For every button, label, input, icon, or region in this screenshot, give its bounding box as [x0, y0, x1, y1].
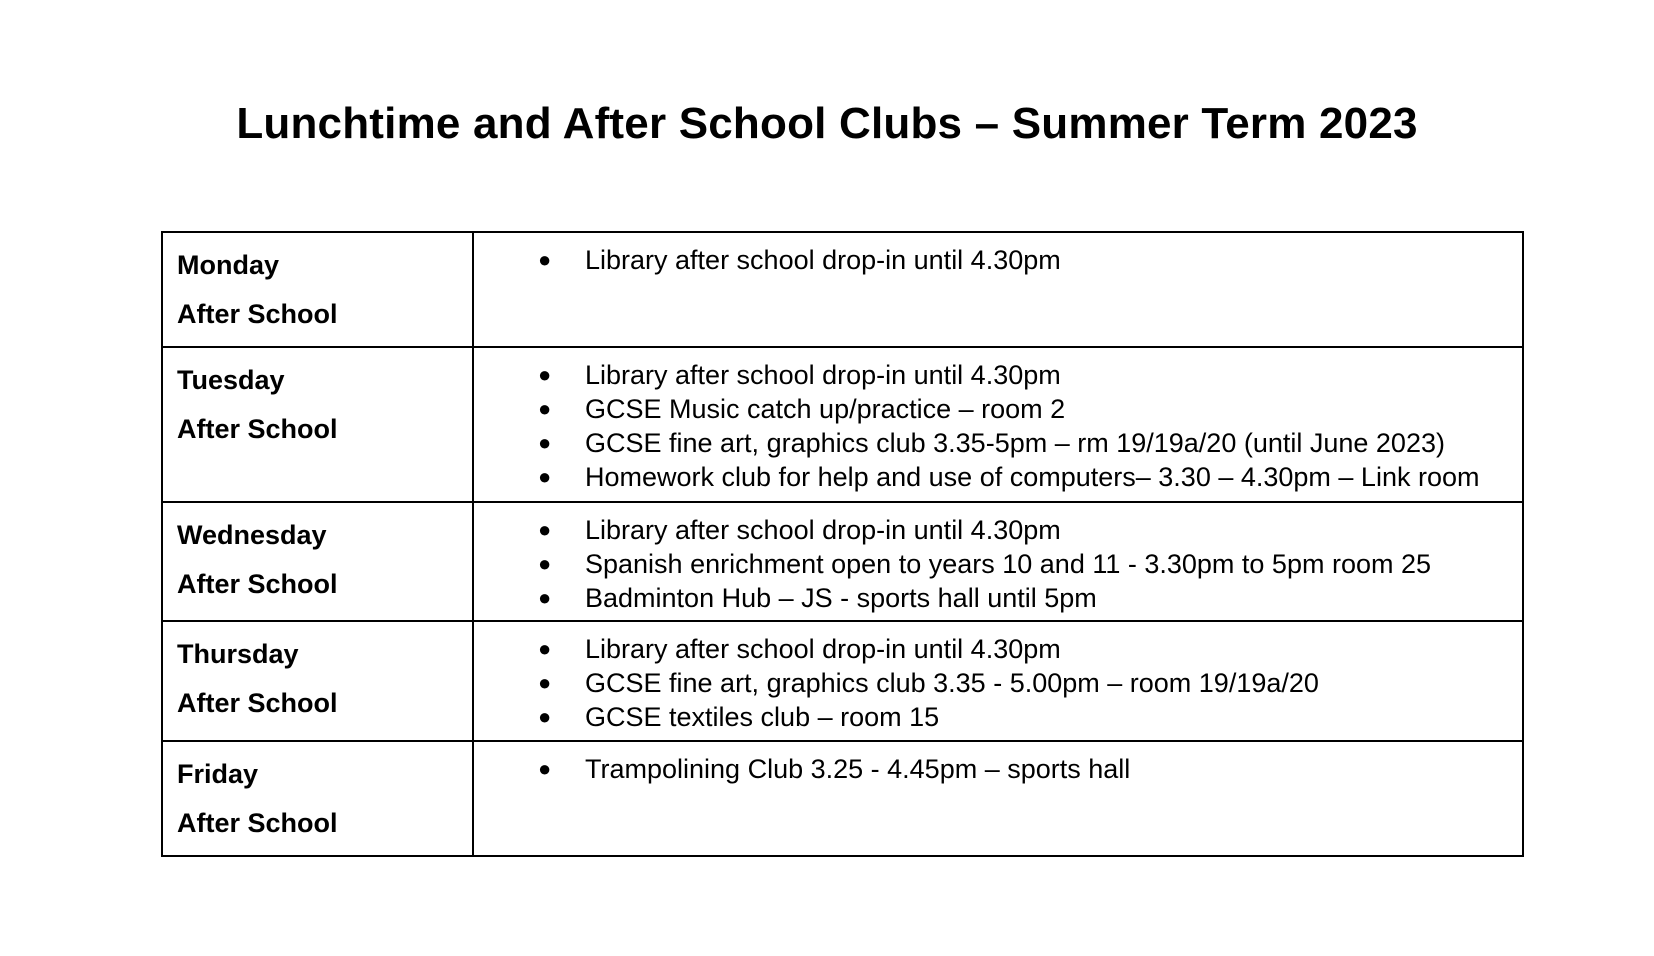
day-period: After School — [177, 299, 338, 329]
bullet-icon: ● — [538, 396, 552, 421]
club-text: GCSE Music catch up/practice – room 2 — [585, 394, 1066, 424]
club-text: GCSE fine art, graphics club 3.35 - 5.00pm – room 19/19a/20 — [585, 668, 1319, 698]
list-item — [474, 243, 1522, 277]
clubs-cell — [473, 347, 1523, 502]
table-row — [162, 741, 1523, 856]
bullet-icon: ● — [538, 247, 552, 272]
list-item — [474, 547, 1522, 581]
bullet-icon: ● — [538, 670, 552, 695]
table-row — [162, 621, 1523, 741]
day-cell — [162, 347, 473, 502]
day-name: Monday — [177, 250, 280, 280]
club-text: Homework club for help and use of computers– 3.30 – 4.30pm – Link room — [585, 462, 1480, 492]
clubs-cell — [473, 741, 1523, 856]
clubs-cell — [473, 502, 1523, 621]
club-text: Library after school drop-in until 4.30pm — [585, 634, 1061, 664]
club-text: Library after school drop-in until 4.30pm — [585, 360, 1061, 390]
bullet-icon: ● — [538, 362, 552, 387]
clubs-cell — [473, 621, 1523, 741]
bullet-icon: ● — [538, 704, 552, 729]
clubs-list — [474, 513, 1522, 615]
clubs-cell — [473, 232, 1523, 347]
clubs-table — [161, 231, 1524, 857]
club-text: Spanish enrichment open to years 10 and 11 - 3.30pm to 5pm room 25 — [585, 549, 1432, 579]
bullet-icon: ● — [538, 551, 552, 576]
table-row — [162, 232, 1523, 347]
club-text: GCSE fine art, graphics club 3.35-5pm – rm 19/19a/20 (until June 2023) — [585, 428, 1445, 458]
day-cell — [162, 232, 473, 347]
table-row — [162, 502, 1523, 621]
clubs-list — [474, 752, 1522, 786]
bullet-icon: ● — [538, 756, 552, 781]
table-row — [162, 347, 1523, 502]
bullet-icon: ● — [538, 517, 552, 542]
bullet-icon: ● — [538, 464, 552, 489]
day-period: After School — [177, 808, 338, 838]
bullet-icon: ● — [538, 430, 552, 455]
list-item — [474, 666, 1522, 700]
list-item — [474, 632, 1522, 666]
list-item — [474, 358, 1522, 392]
list-item — [474, 700, 1522, 734]
bullet-icon: ● — [538, 636, 552, 661]
list-item — [474, 460, 1522, 494]
day-name: Thursday — [177, 639, 299, 669]
club-text: Library after school drop-in until 4.30pm — [585, 245, 1061, 275]
list-item — [474, 426, 1522, 460]
page-title: Lunchtime and After School Clubs – Summer Term 2023 — [236, 99, 1418, 148]
club-text: Library after school drop-in until 4.30pm — [585, 515, 1061, 545]
day-name: Tuesday — [177, 365, 285, 395]
bullet-icon: ● — [538, 585, 552, 610]
day-period: After School — [177, 569, 338, 599]
club-text: Trampolining Club 3.25 - 4.45pm – sports hall — [585, 754, 1131, 784]
list-item — [474, 752, 1522, 786]
day-name: Wednesday — [177, 520, 327, 550]
club-text: GCSE textiles club – room 15 — [585, 702, 940, 732]
day-cell — [162, 502, 473, 621]
list-item — [474, 581, 1522, 615]
clubs-list — [474, 632, 1522, 734]
day-cell — [162, 621, 473, 741]
club-text: Badminton Hub – JS - sports hall until 5pm — [585, 583, 1097, 613]
day-name: Friday — [177, 759, 259, 789]
day-cell — [162, 741, 473, 856]
list-item — [474, 392, 1522, 426]
list-item — [474, 513, 1522, 547]
clubs-list — [474, 358, 1522, 494]
day-period: After School — [177, 688, 338, 718]
clubs-list — [474, 243, 1522, 277]
day-period: After School — [177, 414, 338, 444]
